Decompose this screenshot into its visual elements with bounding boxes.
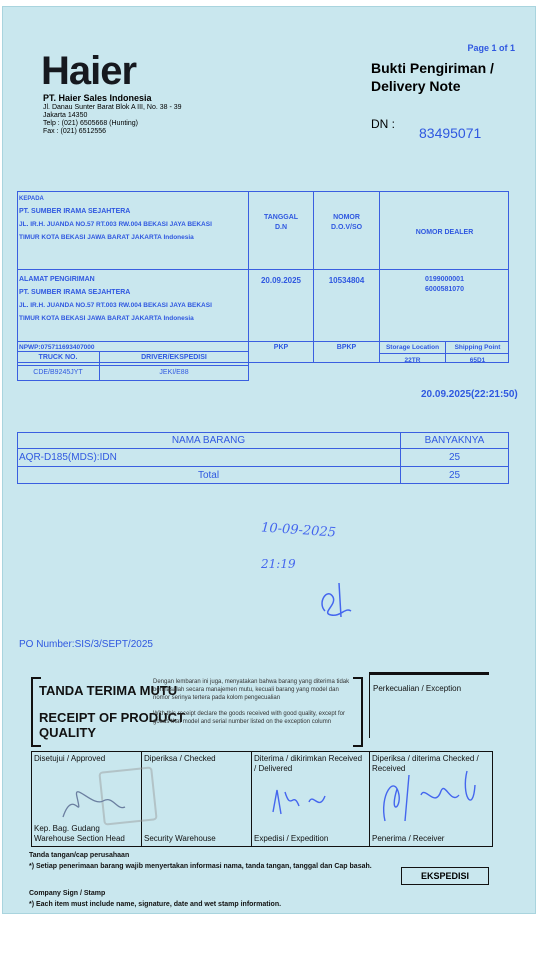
dn-label: DN : bbox=[371, 117, 395, 131]
do-number: 10534804 bbox=[328, 276, 365, 285]
haier-logo: Haier bbox=[41, 49, 137, 93]
delivered-signature bbox=[263, 782, 343, 822]
col-pkp: PKP bbox=[273, 344, 289, 351]
recipient-name: PT. SUMBER IRAMA SEJAHTERA bbox=[19, 208, 131, 215]
sig-delivered-label: Diterima / dikirimkan Received / Delivered bbox=[254, 754, 363, 773]
item-name: AQR-D185(MDS):IDN bbox=[19, 452, 117, 463]
stamp-label-id: Tanda tangan/cap perusahaan bbox=[29, 852, 130, 859]
po-number: PO Number:SIS/3/SEPT/2025 bbox=[19, 639, 153, 650]
col-shipping-point: Shipping Point bbox=[454, 344, 501, 351]
delivery-note-sheet bbox=[2, 6, 536, 914]
title-line-en: Delivery Note bbox=[371, 78, 461, 94]
company-fax: Fax : (021) 6512556 bbox=[43, 128, 107, 135]
shipping-address: TIMUR KOTA BEKASI JAWA BARAT JAKARTA Indonesia bbox=[19, 315, 194, 322]
shipping-label: ALAMAT PENGIRIMAN bbox=[19, 276, 95, 283]
print-timestamp: 20.09.2025(22:21:50) bbox=[421, 389, 518, 400]
sig-penerima: Penerima / Receiver bbox=[372, 834, 445, 843]
handwritten-time: 21:19 bbox=[261, 557, 296, 571]
handwritten-initial-signature bbox=[311, 577, 361, 623]
title-line-id: Bukti Pengiriman / bbox=[371, 60, 494, 76]
col-nomor-dealer: NOMOR DEALER bbox=[415, 229, 474, 236]
stamp-label-en: Company Sign / Stamp bbox=[29, 890, 106, 897]
npwp: NPWP:075711693407000 bbox=[19, 344, 95, 351]
col-tanggal-sub: D.N bbox=[274, 224, 288, 231]
driver-label: DRIVER/EKSPEDISI bbox=[141, 354, 207, 361]
company-address-line: Jl. Danau Sunter Barat Blok A III, No. 38 - 39 bbox=[43, 104, 182, 111]
col-nomor-sub: D.O.V/SO bbox=[330, 224, 363, 231]
col-banyaknya: BANYAKNYA bbox=[424, 435, 485, 446]
sig-received-checked-label: Diperiksa / diterima Checked / Received bbox=[372, 754, 479, 773]
receipt-bracket-right bbox=[353, 677, 363, 747]
ekspedisi-copy-label: EKSPEDISI bbox=[401, 867, 489, 885]
exception-label: Perkecualian / Exception bbox=[373, 684, 462, 693]
sig-security: Security Warehouse bbox=[144, 834, 216, 843]
col-nama-barang: NAMA BARANG bbox=[171, 435, 246, 446]
handwritten-date: 10-09-2025 bbox=[260, 520, 337, 541]
divider bbox=[251, 751, 252, 847]
receiver-signature bbox=[375, 765, 485, 829]
dealer-number-2: 6000581070 bbox=[425, 286, 464, 293]
note-id: *) Setiap penerimaan barang wajib menyertakan informasi nama, tanda tangan, tanggal dan Cap basah. bbox=[29, 863, 372, 870]
sig-approved-label: Disetujui / Approved bbox=[34, 754, 106, 763]
col-bpkp: BPKP bbox=[336, 344, 357, 351]
company-address-line: Jakarta 14350 bbox=[43, 112, 88, 119]
storage-value: 22TR bbox=[404, 357, 421, 364]
truck-number: CDE/B9245JYT bbox=[33, 369, 83, 376]
receipt-text-id: Dengan lembaran ini juga, menyatakan bahwa barang yang diterima tidak bermasalah secara manajemen mutu, kecuali barang yang model dan nomor serinya tertera pada kolom pengecualian bbox=[153, 679, 350, 701]
divider bbox=[369, 672, 489, 675]
dn-number: 83495071 bbox=[419, 125, 482, 141]
receipt-title-en: RECEIPT OF PRODUCT bbox=[39, 710, 185, 725]
driver-value: JEKI/E88 bbox=[159, 369, 189, 376]
divider bbox=[17, 466, 509, 467]
approved-signature bbox=[43, 777, 133, 827]
shipping-point-value: 65D1 bbox=[469, 357, 486, 364]
item-qty: 25 bbox=[448, 452, 461, 463]
total-qty: 25 bbox=[448, 470, 461, 481]
recipient-address: TIMUR KOTA BEKASI JAWA BARAT JAKARTA Indonesia bbox=[19, 234, 194, 241]
receipt-text-en: With this receipt declare the goods received with good quality, except for goods that model and serial number listed on the exception column bbox=[153, 711, 345, 725]
date-value: 20.09.2025 bbox=[260, 276, 302, 285]
divider bbox=[17, 448, 509, 449]
total-label: Total bbox=[197, 470, 220, 481]
col-nomor: NOMOR bbox=[333, 214, 360, 221]
company-phone: Telp : (021) 6505668 (Hunting) bbox=[43, 120, 138, 127]
divider bbox=[369, 751, 370, 847]
sig-expedisi: Expedisi / Expedition bbox=[254, 834, 329, 843]
sig-warehouse-head: Warehouse Section Head bbox=[34, 834, 125, 843]
company-name: PT. Haier Sales Indonesia bbox=[43, 93, 152, 103]
receipt-title-en-2: QUALITY bbox=[39, 725, 97, 740]
divider bbox=[369, 672, 370, 738]
dealer-number-1: 0199000001 bbox=[425, 276, 464, 283]
document-title bbox=[371, 59, 494, 95]
recipient-address: JL. IR.H. JUANDA NO.57 RT.003 RW.004 BEKASI JAYA BEKASI bbox=[19, 221, 212, 228]
recipient-label: KEPADA bbox=[19, 196, 44, 202]
note-en: *) Each item must include name, signature, date and wet stamp information. bbox=[29, 901, 282, 908]
sig-kep-bag: Kep. Bag. Gudang bbox=[34, 824, 100, 833]
shipping-address: JL. IR.H. JUANDA NO.57 RT.003 RW.004 BEKASI JAYA BEKASI bbox=[19, 302, 212, 309]
shipping-name: PT. SUMBER IRAMA SEJAHTERA bbox=[19, 289, 131, 296]
truck-label: TRUCK NO. bbox=[38, 354, 78, 361]
page-number: Page 1 of 1 bbox=[467, 43, 515, 53]
sig-checked-label: Diperiksa / Checked bbox=[144, 754, 216, 763]
receipt-title-id: TANDA TERIMA MUTU bbox=[39, 683, 178, 698]
col-storage-location: Storage Location bbox=[385, 344, 440, 351]
divider bbox=[17, 269, 509, 270]
col-tanggal: TANGGAL bbox=[263, 214, 299, 221]
